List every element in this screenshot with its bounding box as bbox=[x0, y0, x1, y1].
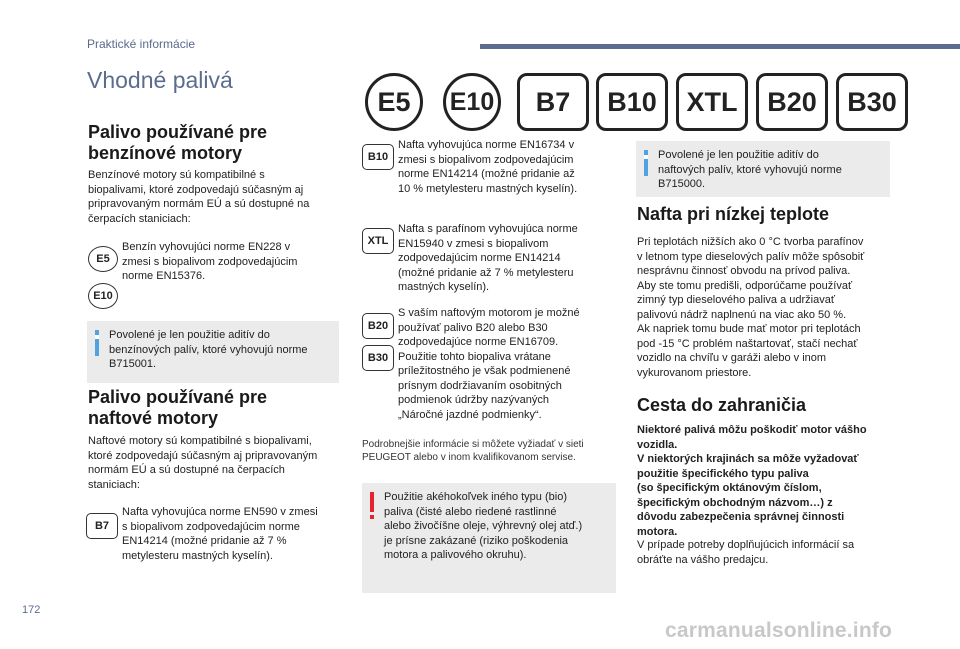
petrol-heading: Palivo používané pre benzínové motory bbox=[88, 122, 268, 163]
page-number: 172 bbox=[22, 604, 41, 616]
small-badge-b10: B10 bbox=[362, 144, 394, 170]
small-badge-e5: E5 bbox=[88, 246, 118, 272]
more-info-text: Podrobnejšie informácie si môžete vyžiadať v sieti PEUGEOT alebo v inom kvalifikovanom servise. bbox=[362, 439, 584, 463]
page-title: Vhodné palivá bbox=[87, 67, 233, 93]
small-badge-xtl: XTL bbox=[362, 228, 394, 254]
diesel-additive-note bbox=[636, 141, 890, 197]
petrol-note-text: Povolené je len použitie aditív do benzínových palív, ktoré vyhovujú norme B715001. bbox=[109, 329, 308, 370]
badge-xtl: XTL bbox=[676, 73, 748, 131]
badge-b30: B30 bbox=[836, 73, 908, 131]
diesel-heading: Palivo používané pre naftové motory bbox=[88, 387, 268, 428]
section-label: Praktické informácie bbox=[87, 37, 196, 51]
abroad-warning: Niektoré palivá môžu poškodiť motor vášho vozidla. V niektorých krajinách sa môže vyžadovať použitie špecifického typu paliva (so špecifickým oktánovým číslom, špecifickým obchodným názvom…) z dôvodu zabezpečenia správnej činnosti motora. bbox=[637, 424, 867, 538]
diesel-note-text: Povolené je len použitie aditív do naftových palív, ktoré vyhovujú norme B715000. bbox=[658, 149, 842, 190]
small-badge-b7: B7 bbox=[86, 513, 118, 539]
b20-b30-text: S vaším naftovým motorom je možné používať palivo B20 alebo B30 zodpovedajúce norme EN16709. Použitie tohto biopaliva vrátane príležitostného je však podmienené prísnym dodržiavaním osobitných podmienok údržby nazývaných „Náročné jazdné podmienky“. bbox=[398, 307, 580, 421]
b10-text: Nafta vyhovujúca norme EN16734 v zmesi s biopalivom zodpovedajúcim norme EN14214 (možné pridanie až 10 % metylesteru mastných kyselín). bbox=[398, 139, 578, 195]
abroad-text: V prípade potreby doplňujúcich informácií sa obráťte na vášho predajcu. bbox=[637, 539, 855, 566]
info-icon bbox=[95, 330, 99, 356]
e5-e10-text: Benzín vyhovujúci norme EN228 v zmesi s biopalivom zodpovedajúcim norme EN15376. bbox=[122, 241, 298, 282]
low-temp-text: Pri teplotách nižších ako 0 °C tvorba parafínov v letnom type dieselových palív môže spôsobiť nesprávnu činnosť obvodu na prívod paliva. Aby ste tomu predišli, odporúčame používať zimný typ dieselového paliva a udržiavať palivovú nádrž naplnenú na viac ako 50 %. Ak napriek tomu bude mať motor pri teplotách pod -15 °C problém naštartovať, stačí nechať vozidlo na chvíľu v garáži alebo v inom vykurovanom priestore. bbox=[637, 236, 865, 379]
warning-icon bbox=[370, 492, 374, 512]
low-temp-heading: Nafta pri nízkej teplote bbox=[637, 204, 830, 224]
abroad-heading: Cesta do zahraničia bbox=[637, 395, 807, 415]
petrol-intro: Benzínové motory sú kompatibilné s biopalivami, ktoré zodpovedajú súčasným aj pripravovaným normám EÚ a sú dostupné na čerpacích staniciach: bbox=[88, 169, 310, 225]
small-badge-b30: B30 bbox=[362, 345, 394, 371]
info-icon bbox=[644, 150, 648, 176]
small-badge-e10: E10 bbox=[88, 283, 118, 309]
warning-text: Použitie akéhokoľvek iného typu (bio) paliva (čisté alebo riedené rastlinné alebo živočíšne oleje, výhrevný olej atď.) je prísne zakázané (riziko poškodenia motora a palivového okruhu). bbox=[384, 491, 583, 561]
small-badge-b20: B20 bbox=[362, 313, 394, 339]
badge-e10: E10 bbox=[443, 73, 501, 131]
badge-b20: B20 bbox=[756, 73, 828, 131]
fuel-badge-row bbox=[355, 73, 955, 131]
badge-e5: E5 bbox=[365, 73, 423, 131]
b7-text: Nafta vyhovujúca norme EN590 v zmesi s biopalivom zodpovedajúcim norme EN14214 (možné pridanie až 7 % metylesteru mastných kyselín). bbox=[122, 506, 318, 562]
petrol-additive-note bbox=[87, 321, 339, 383]
warning-box bbox=[362, 483, 616, 593]
header-bar bbox=[480, 44, 960, 49]
badge-b10: B10 bbox=[596, 73, 668, 131]
watermark: carmanualsonline.info bbox=[665, 619, 893, 642]
badge-b7: B7 bbox=[517, 73, 589, 131]
xtl-text: Nafta s parafínom vyhovujúca norme EN15940 v zmesi s biopalivom zodpovedajúcim norme EN14214 (možné pridanie až 7 % metylesteru mastných kyselín). bbox=[398, 223, 578, 293]
diesel-intro: Naftové motory sú kompatibilné s biopalivami, ktoré zodpovedajú súčasným aj pripravovaným normám EÚ a sú dostupné na čerpacích staniciach: bbox=[88, 435, 318, 491]
